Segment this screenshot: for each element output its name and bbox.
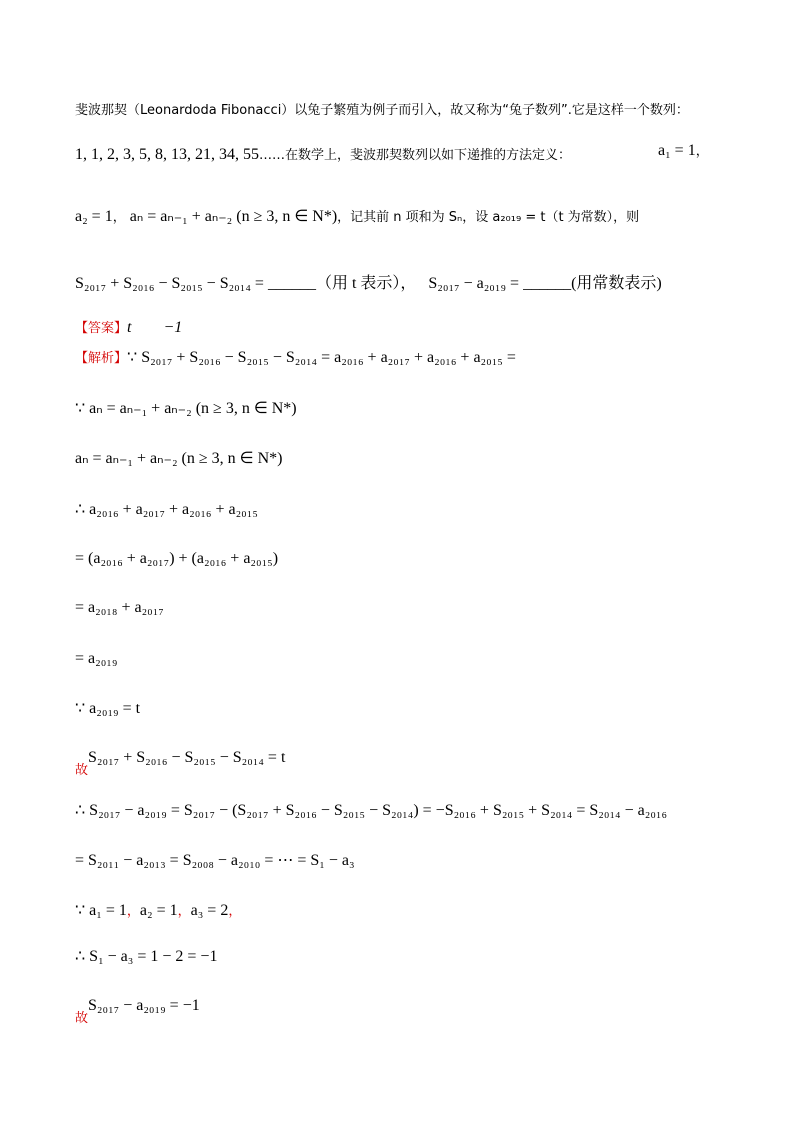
- analysis-line-3: aₙ = aₙ₋₁ + aₙ₋₂ (n ≥ 3, n ∈ N*): [75, 450, 283, 467]
- analysis-line-4: ∴ a₂₀₁₆ + a₂₀₁₇ + a₂₀₁₆ + a₂₀₁₅: [75, 501, 258, 518]
- recurrence-line: a₂ = 1， aₙ = aₙ₋₁ + aₙ₋₂ (n ≥ 3, n ∈ N*)，记其前 n 项和为 Sₙ，设 a₂₀₁₉ = t（t 为常数），则: [75, 208, 640, 225]
- sum-intro: ，记其前 n 项和为 Sₙ，设 a₂₀₁₉ = t（t 为常数），则: [337, 210, 640, 225]
- analysis-line-5: = (a₂₀₁₆ + a₂₀₁₇) + (a₂₀₁₆ + a₂₀₁₅): [75, 550, 279, 567]
- analysis-line-12: ∵ a₁ = 1，a₂ = 1，a₃ = 2，: [75, 902, 242, 919]
- analysis-line-7: = a₂₀₁₉: [75, 650, 118, 667]
- analysis-line-10: ∴ S₂₀₁₇ − a₂₀₁₉ = S₂₀₁₇ − (S₂₀₁₇ + S₂₀₁₆ − S₂₀₁₅ − S₂₀₁₄) = −S₂₀₁₆ + S₂₀₁₅ + S₂₀₁₄ = S₂₀₁₄ − a₂₀₁₆: [75, 802, 668, 819]
- analysis-line-13: ∴ S₁ − a₃ = 1 − 2 = −1: [75, 948, 218, 965]
- sequence-values: 1, 1, 2, 3, 5, 8, 13, 21, 34, 55: [75, 146, 259, 163]
- analysis-label: 【解析】: [75, 351, 128, 366]
- a1-definition: [658, 140, 709, 160]
- a1-equation: a₁ = 1: [658, 142, 696, 159]
- sequence-line: [75, 144, 571, 164]
- analysis-line-2: ∵ aₙ = aₙ₋₁ + aₙ₋₂ (n ≥ 3, n ∈ N*): [75, 400, 297, 417]
- problem-intro: 斐波那契（Leonardoda Fibonacci）以兔子繁殖为例子而引入，故又称为“兔子数列”.它是这样一个数列：: [75, 103, 689, 118]
- question-line: [75, 270, 662, 293]
- question-2: S₂₀₁₇ − a₂₀₁₉ = ______(用常数表示): [428, 275, 662, 292]
- a1-comma: ，: [695, 144, 709, 159]
- question-1: S₂₀₁₇ + S₂₀₁₆ − S₂₀₁₅ − S₂₀₁₄ = ______（用 t 表示），: [75, 275, 417, 292]
- conclusion-gu-2: 故: [75, 1011, 89, 1026]
- answer-value: t −1: [127, 319, 183, 336]
- analysis-line-9: $_故$S₂₀₁₇ + S₂₀₁₆ − S₂₀₁₅ − S₂₀₁₄ = t: [75, 749, 286, 778]
- sequence-tail: ……在数学上，斐波那契数列以如下递推的方法定义：: [259, 148, 572, 163]
- analysis-line-14: $_故$S₂₀₁₇ − a₂₀₁₉ = −1: [75, 997, 200, 1026]
- recurrence-formula: aₙ = aₙ₋₁ + aₙ₋₂ (n ≥ 3, n ∈ N*): [129, 208, 338, 225]
- a2-definition: a₂ = 1: [75, 208, 113, 225]
- analysis-line-6: = a₂₀₁₈ + a₂₀₁₇: [75, 599, 164, 616]
- analysis-line-11: = S₂₀₁₁ − a₂₀₁₃ = S₂₀₀₈ − a₂₀₁₀ = ⋯ = S₁ − a₃: [75, 852, 355, 869]
- analysis-line-1: 【解析】∵ S₂₀₁₇ + S₂₀₁₆ − S₂₀₁₅ − S₂₀₁₄ = a₂₀₁₆ + a₂₀₁₇ + a₂₀₁₆ + a₂₀₁₅ =: [75, 349, 516, 366]
- analysis-line-8: ∵ a₂₀₁₉ = t: [75, 700, 141, 717]
- conclusion-gu-1: 故: [75, 763, 89, 778]
- answer-label: 【答案】: [75, 321, 128, 336]
- answer-line: [75, 317, 182, 337]
